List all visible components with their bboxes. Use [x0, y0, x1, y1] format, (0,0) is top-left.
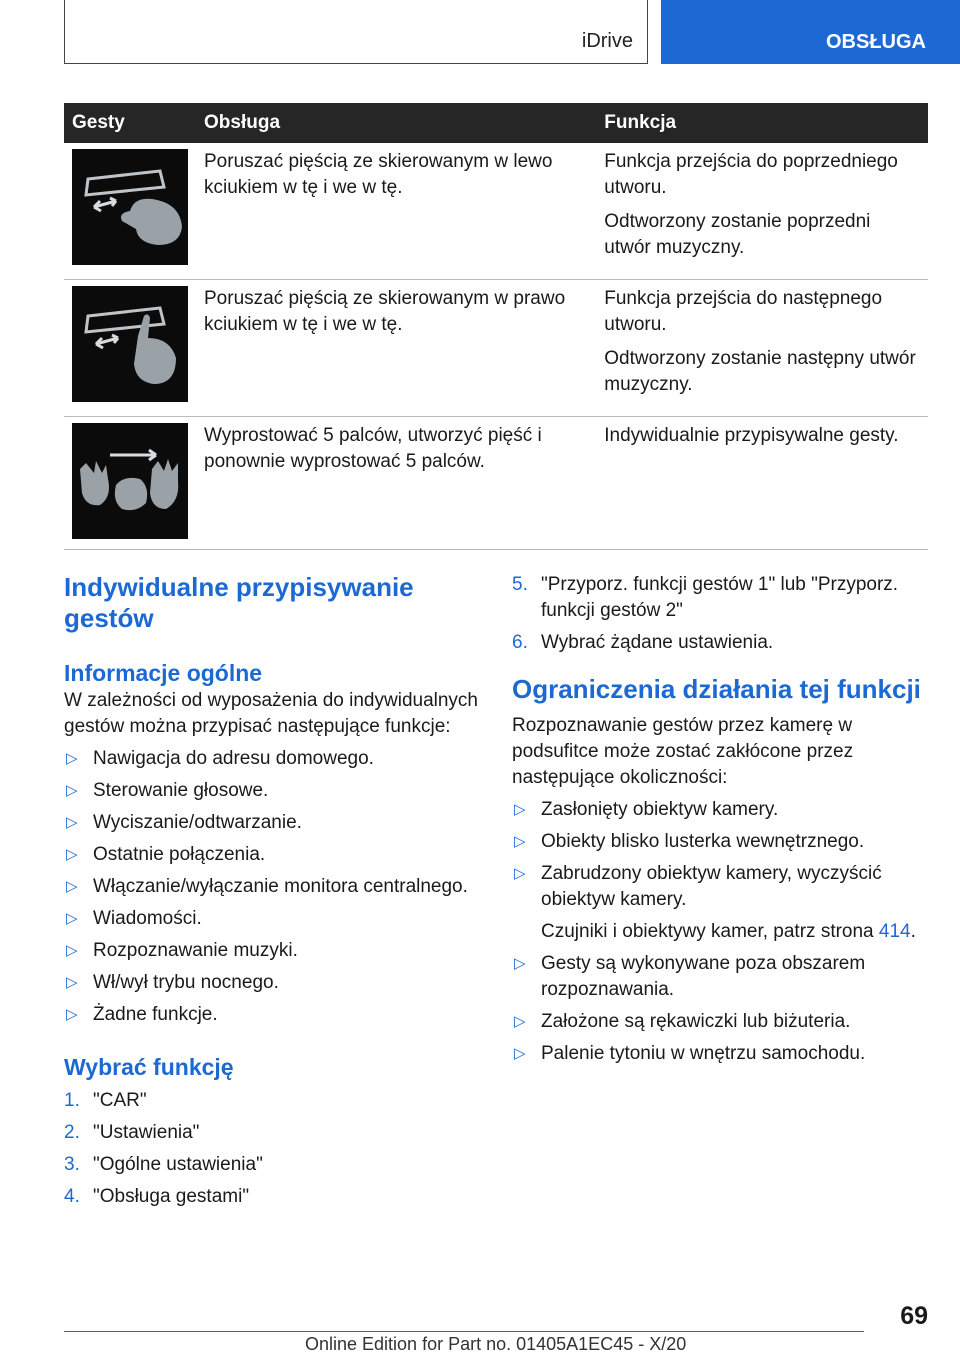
section-title-limitations: Ograniczenia działania tej funkcji [512, 674, 921, 704]
operation-cell [196, 143, 596, 280]
gesture-cell [64, 417, 196, 550]
table-row [64, 280, 928, 417]
list-item: ▷ Zasłonięty obiektyw kamery. [512, 797, 928, 823]
list-item: 2. "Ustawienia" [64, 1122, 200, 1143]
bullet-triangle-icon: ▷ [66, 750, 78, 767]
limitations-intro: Rozpoznawanie gestów przez kamerę w podsufitce może zostać zakłócone przez następujące okoliczności: [512, 715, 854, 788]
gesture-thumb-right-icon [72, 286, 188, 402]
gesture-thumb-left-icon [72, 149, 188, 265]
cross-reference-note: Czujniki i obiektywy kamer, patrz strona 414. [541, 921, 916, 942]
table-header-row [64, 103, 928, 143]
operation-text: Poruszać pięścią ze skierowanym w lewo kciukiem w tę i we w tę. [204, 151, 553, 198]
assignable-functions-list [64, 746, 480, 1028]
header-chapter-tab [661, 0, 960, 64]
function-text: Funkcja przejścia do poprzedniego utworu. [604, 151, 898, 198]
list-item: ▷ Palenie tytoniu w wnętrzu samochodu. [512, 1041, 928, 1067]
table-row [64, 417, 928, 550]
function-cell [596, 280, 928, 417]
bullet-triangle-icon: ▷ [66, 878, 78, 895]
bullet-triangle-icon: ▷ [514, 955, 526, 972]
operation-cell [196, 417, 596, 550]
bullet-triangle-icon: ▷ [514, 833, 526, 850]
bullet-triangle-icon: ▷ [514, 801, 526, 818]
list-item: ▷ Włączanie/wyłączanie monitora centralnego. [64, 874, 480, 900]
operation-text: Poruszać pięścią ze skierowanym w prawo kciukiem w tę i we w tę. [204, 288, 566, 335]
bullet-triangle-icon: ▷ [514, 1013, 526, 1030]
list-item: ▷ Wł/wył trybu nocnego. [64, 970, 480, 996]
gestures-table [64, 103, 928, 550]
function-text: Indywidualnie przypisywalne gesty. [604, 425, 899, 446]
footer-edition: Online Edition for Part no. 01405A1EC45 - X/20 [305, 1334, 687, 1354]
list-item: ▷ Rozpoznawanie muzyki. [64, 938, 480, 964]
table-header-function: Funkcja [596, 103, 928, 143]
table-header-gesture: Gesty [64, 103, 196, 143]
function-cell [596, 417, 928, 550]
limitations-list [512, 797, 928, 1067]
bullet-triangle-icon: ▷ [514, 1045, 526, 1062]
header-chapter-title: OBSŁUGA [826, 31, 926, 53]
list-item: 5. "Przyporz. funkcji gestów 1" lub "Przyporz. funkcji gestów 2" [512, 574, 899, 621]
select-function-steps-continued [512, 572, 928, 656]
bullet-triangle-icon: ▷ [66, 974, 78, 991]
table-row [64, 143, 928, 280]
list-item: ▷ Wyciszanie/odtwarzanie. [64, 810, 480, 836]
list-item: 6. Wybrać żądane ustawienia. [512, 632, 774, 653]
right-column [512, 572, 928, 1067]
list-item: ▷ Ostatnie połączenia. [64, 842, 480, 868]
select-function-steps [64, 1088, 480, 1210]
bullet-triangle-icon: ▷ [66, 1006, 78, 1023]
general-intro: W zależności od wyposażenia do indywidualnych gestów można przypisać następujące funkcje: [64, 690, 479, 737]
bullet-triangle-icon: ▷ [66, 782, 78, 799]
bullet-triangle-icon: ▷ [66, 814, 78, 831]
bullet-triangle-icon: ▷ [66, 910, 78, 927]
list-item: 3. "Ogólne ustawienia" [64, 1154, 263, 1175]
header-section-title: iDrive [581, 30, 633, 52]
list-item: ▷ Założone są rękawiczki lub biżuteria. [512, 1009, 928, 1035]
list-item: ▷ Nawigacja do adresu domowego. [64, 746, 480, 772]
page-reference-link[interactable]: 414 [878, 921, 911, 942]
table-header-operation: Obsługa [196, 103, 596, 143]
bullet-triangle-icon: ▷ [66, 846, 78, 863]
operation-cell [196, 280, 596, 417]
page-number: 69 [900, 1302, 928, 1330]
subsection-title-general: Informacje ogólne [64, 660, 263, 686]
bullet-triangle-icon: ▷ [514, 865, 526, 882]
bullet-triangle-icon: ▷ [66, 942, 78, 959]
list-item: ▷ Wiadomości. [64, 906, 480, 932]
list-item: ▷ Sterowanie głosowe. [64, 778, 480, 804]
gesture-cell [64, 143, 196, 280]
operation-text: Wyprostować 5 palców, utworzyć pięść i ponownie wyprostować 5 palców. [204, 425, 542, 472]
function-cell [596, 143, 928, 280]
list-item: ▷ Żadne funkcje. [64, 1002, 480, 1028]
function-result-text: Odtworzony zostanie następny utwór muzyczny. [604, 348, 916, 395]
list-item: ▷ Gesty są wykonywane poza obszarem rozpoznawania. [514, 953, 866, 1000]
left-column [64, 572, 480, 1210]
function-result-text: Odtworzony zostanie poprzedni utwór muzyczny. [604, 211, 871, 258]
list-item: 4. "Obsługa gestami" [64, 1186, 250, 1207]
footer-divider [64, 1331, 864, 1332]
section-title-individual-gestures: Indywidualne przypisywanie gestów [64, 572, 414, 633]
list-item: ▷ Obiekty blisko lusterka wewnętrznego. [512, 829, 928, 855]
list-item: 1. "CAR" [64, 1090, 147, 1111]
gesture-open-fist-open-icon [72, 423, 188, 539]
function-text: Funkcja przejścia do następnego utworu. [604, 288, 883, 335]
gesture-cell [64, 280, 196, 417]
subsection-title-select-function: Wybrać funkcję [64, 1054, 234, 1080]
header-section-box [64, 0, 648, 64]
list-item: ▷ Zabrudzony obiektyw kamery, wyczyścić obiektyw kamery. Czujniki i obiektywy kamer, patrz strona 414. [512, 861, 928, 945]
